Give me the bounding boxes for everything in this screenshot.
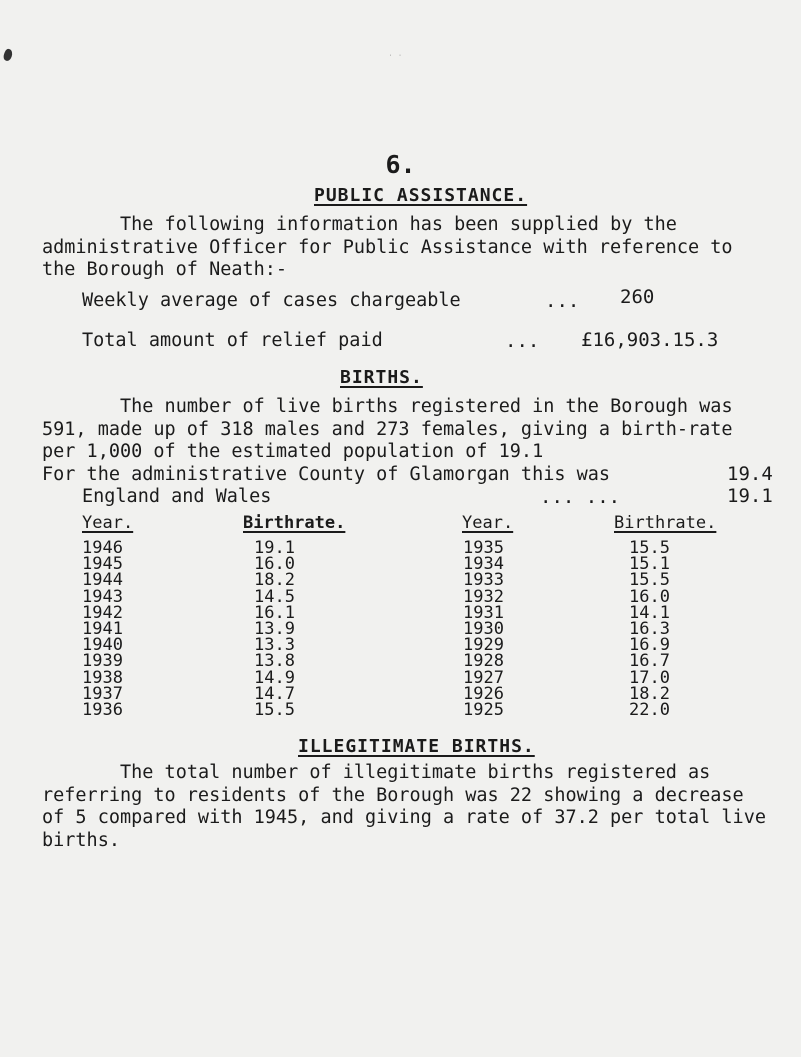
relief-paid-dots: ...	[505, 330, 540, 352]
table-cell: 15.5	[629, 570, 670, 591]
table-cell: 1936	[82, 699, 123, 720]
col-header-year-left: Year.	[82, 513, 134, 533]
illegitimate-births-heading: ILLEGITIMATE BIRTHS.	[298, 736, 535, 757]
weekly-average-value: 260	[620, 286, 655, 308]
table-cell: 1941	[82, 618, 123, 639]
table-cell: 16.0	[254, 554, 295, 575]
england-wales-value: 19.1	[727, 485, 773, 507]
table-cell: 14.1	[629, 602, 670, 623]
table-cell: 1927	[463, 667, 504, 688]
table-cell: 1928	[463, 651, 504, 672]
table-cell: 1942	[82, 602, 123, 623]
table-cell: 19.1	[254, 538, 295, 558]
table-cell: 14.7	[254, 683, 295, 704]
table-cell: 18.2	[254, 570, 295, 591]
margin-mark	[2, 48, 14, 62]
table-cell: 1937	[82, 683, 123, 704]
england-wales-label: England and Wales	[82, 486, 272, 507]
table-cell: 16.3	[629, 618, 670, 639]
table-cell: 15.5	[254, 699, 295, 720]
table-cell: 1933	[463, 570, 504, 591]
table-cell: 14.9	[254, 667, 295, 688]
table-cell: 17.0	[629, 667, 670, 688]
table-cell: 16.9	[629, 635, 670, 656]
table-cell: 1934	[463, 554, 504, 575]
table-cell: 1939	[82, 651, 123, 672]
county-rate-label: For the administrative County of Glamorgan this was	[42, 464, 611, 485]
illegitimate-text: The total number of illegitimate births registered as referring to residents of the Borough was 22 showing a decrease of 5 compared with 1945, and giving a rate of 37.2 per total live births.	[42, 762, 766, 851]
table-cell: 13.8	[254, 651, 295, 672]
relief-paid-label: Total amount of relief paid	[82, 330, 383, 351]
intro-text: The following information has been supplied by the administrative Officer for Public Assistance with reference to the Borough of Neath:-	[42, 214, 733, 280]
table-cell: 13.9	[254, 618, 295, 639]
scan-mark: ˙ ˙	[388, 54, 403, 63]
table-cell: 18.2	[629, 683, 670, 704]
illegitimate-births-paragraph	[42, 762, 777, 852]
england-wales-dots: ... ...	[540, 486, 621, 508]
page-number: 6.	[385, 150, 416, 179]
table-cell: 1940	[82, 635, 123, 656]
table-cell: 15.1	[629, 554, 670, 575]
col-header-year-right: Year.	[462, 513, 514, 533]
table-cell: 13.3	[254, 635, 295, 656]
weekly-average-dots: ...	[545, 290, 580, 312]
table-cell: 1943	[82, 586, 123, 607]
table-cell: 1929	[463, 635, 504, 656]
col-header-rate-right: Birthrate.	[614, 513, 717, 533]
col-header-rate-left: Birthrate.	[243, 513, 346, 533]
table-cell: 1930	[463, 618, 504, 639]
births-text: The number of live births registered in the Borough was 591, made up of 318 males and 273 females, giving a birth-rate per 1,000 of the estimated population of 19.1	[42, 396, 733, 462]
public-assistance-heading: PUBLIC ASSISTANCE.	[314, 185, 528, 206]
table-cell: 22.0	[629, 699, 670, 720]
table-cell: 15.5	[629, 538, 670, 558]
weekly-average-label: Weekly average of cases chargeable	[82, 290, 461, 311]
table-cell: 16.7	[629, 651, 670, 672]
table-cell: 16.1	[254, 602, 295, 623]
births-heading: BIRTHS.	[340, 367, 423, 388]
left-rates-column	[254, 540, 295, 718]
public-assistance-intro	[42, 214, 777, 282]
left-years-column	[82, 540, 123, 718]
right-rates-column	[629, 540, 670, 718]
births-paragraph	[42, 396, 777, 464]
county-rate-value: 19.4	[727, 463, 773, 485]
table-cell: 1946	[82, 538, 123, 558]
table-cell: 1931	[463, 602, 504, 623]
right-years-column	[463, 540, 504, 718]
table-cell: 1944	[82, 570, 123, 591]
table-cell: 1925	[463, 699, 504, 720]
relief-paid-value: £16,903.15.3	[581, 329, 719, 351]
table-cell: 1945	[82, 554, 123, 575]
table-cell: 16.0	[629, 586, 670, 607]
table-cell: 1938	[82, 667, 123, 688]
table-cell: 1932	[463, 586, 504, 607]
table-cell: 14.5	[254, 586, 295, 607]
table-cell: 1926	[463, 683, 504, 704]
table-cell: 1935	[463, 538, 504, 558]
